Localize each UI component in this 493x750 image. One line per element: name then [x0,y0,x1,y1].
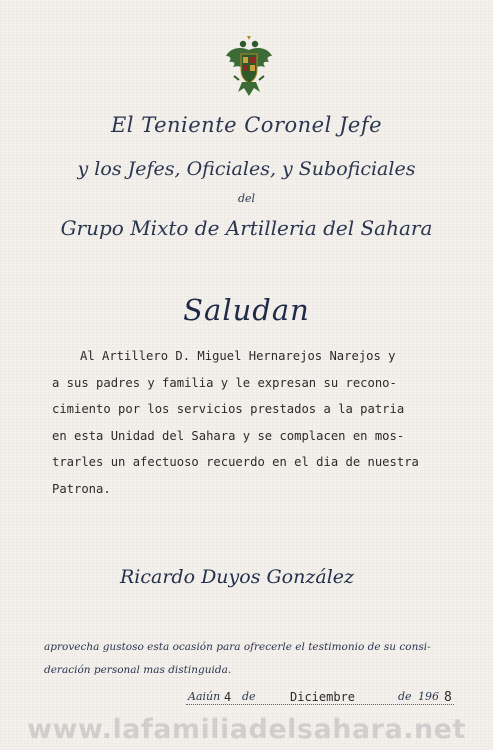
header-line-del: del [237,192,256,205]
closing-remark [44,636,431,682]
header-line-unit: Grupo Mixto de Artilleria del Sahara [60,216,433,240]
date-de: de [398,690,412,703]
salutation-title: Saludan [183,293,310,327]
date-place: Aaiún [188,690,221,703]
body-line: trarles un afectuoso recuerdo en el dia de nuestra [52,455,419,469]
date-year-printed: 196 [418,690,439,703]
body-line: a sus padres y familia y le expresan su recono- [52,375,397,390]
eagle-crest-icon [224,36,274,100]
closing-line-2: deración personal mas distinguida. [44,664,232,676]
date-line [186,689,454,707]
date-de: de [242,690,256,703]
signature-name: Ricardo Duyos González [120,566,355,588]
body-line: cimiento por los servicios prestados a la patria [52,402,405,416]
date-day: 4 [224,690,232,704]
watermark: www.lafamiliadelsahara.net [27,714,466,745]
header-line-officers: y los Jefes, Oficiales, y Suboficiales [77,158,416,180]
date-month: Diciembre [290,690,356,704]
body-line: en esta Unidad del Sahara y se complacen en mos- [52,428,405,443]
body-line: Al Artillero D. Miguel Hernarejos Narejos y [80,349,396,363]
date-rule [186,704,454,705]
closing-line-1: aprovecha gustoso esta ocasión para ofrecerle el testimonio de su consi- [44,641,431,653]
header-line-commander: El Teniente Coronel Jefe [110,113,383,137]
body-paragraph [52,343,472,502]
date-year-typed: 8 [444,690,452,705]
body-line: Patrona. [52,481,111,496]
